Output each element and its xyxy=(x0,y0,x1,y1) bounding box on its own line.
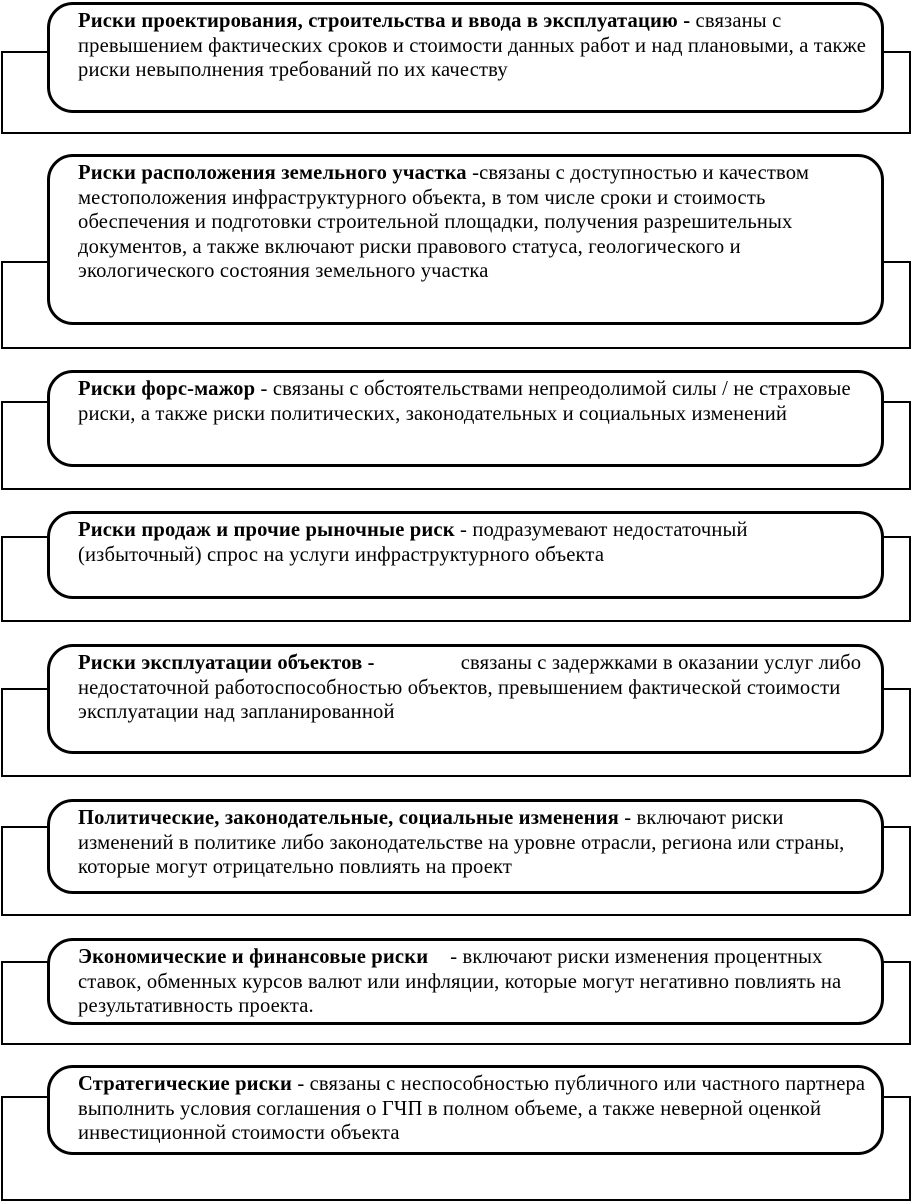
risk-description: - связаны с неспособностью публичного или частного партнера выполнить условия соглашения о ГЧП в полном объеме, а также неверной оценкой инвестиционной стоимости объекта xyxy=(78,1073,866,1145)
risk-title: Стратегические риски xyxy=(78,1073,293,1095)
risk-description: связаны с задержками в оказании услуг либо недостаточной работоспособностью объектов, превышением фактической стоимости эксплуатации над запланированной xyxy=(78,652,862,724)
risk-title: Риски расположения земельного участка xyxy=(78,162,467,184)
risk-title: Экономические и финансовые риски xyxy=(78,946,429,968)
risk-card-economic-financial xyxy=(47,938,884,1025)
risk-description: - связаны с обстоятельствами непреодолимой силы / не страховые риски, а также риски политических, законодательных и социальных изменений xyxy=(78,378,851,425)
risk-card-sales-market xyxy=(47,511,884,599)
risk-title: Риски продаж и прочие рыночные риск xyxy=(78,519,455,541)
risk-description: -связаны с доступностью и качеством местоположения инфраструктурного объекта, в том числе сроки и стоимость обеспечения и подготовки строительной площадки, получения разрешительных документов, а также включают риски правового статуса, геологического и экологического состояния земельного участка xyxy=(78,162,810,283)
risk-title: Риски проектирования, строительства и ввода в эксплуатацию - xyxy=(78,10,691,32)
risk-title: Политические, законодательные, социальные изменения xyxy=(78,807,619,829)
risk-card-political-changes xyxy=(47,799,884,894)
risk-card-strategic xyxy=(47,1065,884,1155)
risk-description: - включают риски изменения процентных ставок, обменных курсов валют или инфляции, которые могут негативно повлиять на результативность проекта. xyxy=(78,946,842,1018)
risk-title: Риски форс-мажор xyxy=(78,378,256,400)
risk-card-operation xyxy=(47,644,884,754)
risk-card-land-plot xyxy=(47,154,884,325)
risk-card-design-construction xyxy=(47,2,884,113)
risk-card-force-majeure xyxy=(47,370,884,467)
risk-description: связаны с превышением фактических сроков и стоимости данных работ и над плановыми, а также риски невыполнения требований по их качеству xyxy=(78,10,867,82)
risk-title: Риски эксплуатации объектов - xyxy=(78,652,375,674)
risk-description: - подразумевают недостаточный (избыточный) спрос на услуги инфраструктурного объекта xyxy=(78,519,748,566)
risk-description: - включают риски изменений в политике либо законодательстве на уровне отрасли, региона или страны, которые могут отрицательно повлиять на проект xyxy=(78,807,845,879)
